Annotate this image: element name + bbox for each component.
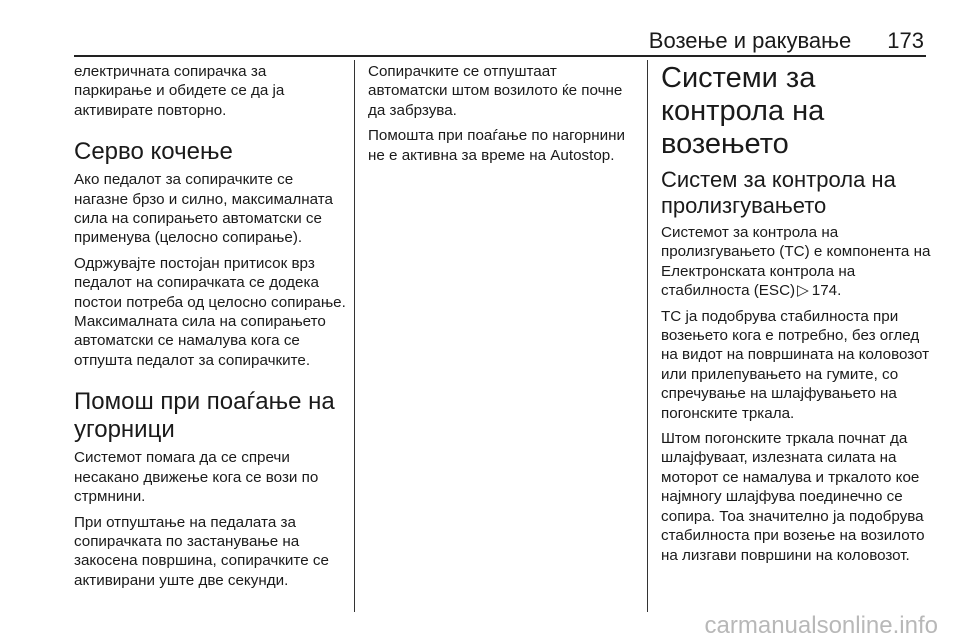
paragraph-text: Системот за контрола на пролизгувањето (TC) е компонента на Електронската контрола на стабилноста (ESC) (661, 224, 931, 300)
paragraph: Одржувајте постојан притисок врз педалот на сопирачката се додека постои потреба од целосно сопирање. Максималната сила на сопирањето автоматски се намалува кога се отпушта педалот за сопирачките. (74, 254, 346, 369)
heading-servo-braking: Серво кочење (74, 138, 233, 166)
paragraph: Помошта при поаѓање по нагорнини не е активна за време на Autostop. (368, 127, 625, 164)
watermark: carmanualsonline.info (704, 612, 938, 639)
page-number: 173 (887, 28, 924, 53)
column-1 (74, 62, 346, 596)
heading-traction-control: Систем за контрола на пролизгувањето (661, 167, 896, 218)
paragraph: Системот помага да се спречи несакано движење кога се вози по стрмнини. (74, 449, 319, 506)
paragraph: При отпуштање на педалата за сопирачката по застанување на закосена површина, сопирачките се активирани уште две секунди. (74, 513, 329, 589)
heading-driving-control-systems: Системи за контрола на возењето (661, 62, 825, 160)
column-3 (661, 62, 933, 571)
paragraph: Штом погонските тркала почнат да шлајфуваат, излезната силата на моторот се намалува и тркалото кое најмногу шлајфува поединечно се сопира. Тоа значително ја подобрува стабилноста при возење на возилото на лизгави површини на коловозот. (661, 430, 925, 564)
page-reference-icon: ▷ (797, 282, 809, 300)
paragraph: Ако педалот за сопирачките се нагазне брзо и силно, максималната сила на сопирањето автоматски се применува (целосно сопирање). (74, 171, 333, 247)
page-reference-link[interactable]: 174. (811, 282, 842, 300)
paragraph: TC ја подобрува стабилноста при возењето кога е потребно, без оглед на видот на површината на коловозот или прилепувањето на гумите, со спречување на шлајфувањето на погонските тркала. (661, 307, 930, 422)
column-2 (368, 62, 636, 171)
page-header (70, 28, 924, 54)
heading-hill-start-assist: Помош при поаѓање на угорници (74, 388, 335, 444)
paragraph: електричната сопирачка за паркирање и обидете се да ја активирате повторно. (74, 63, 285, 119)
column-divider-1 (354, 60, 355, 612)
paragraph-tc-intro (661, 223, 933, 301)
section-title: Возење и ракување (648, 28, 852, 53)
paragraph: Сопирачките се отпуштаат автоматски штом возилото ќе почне да забрзува. (368, 63, 623, 119)
header-divider (74, 55, 926, 57)
column-divider-2 (647, 60, 648, 612)
